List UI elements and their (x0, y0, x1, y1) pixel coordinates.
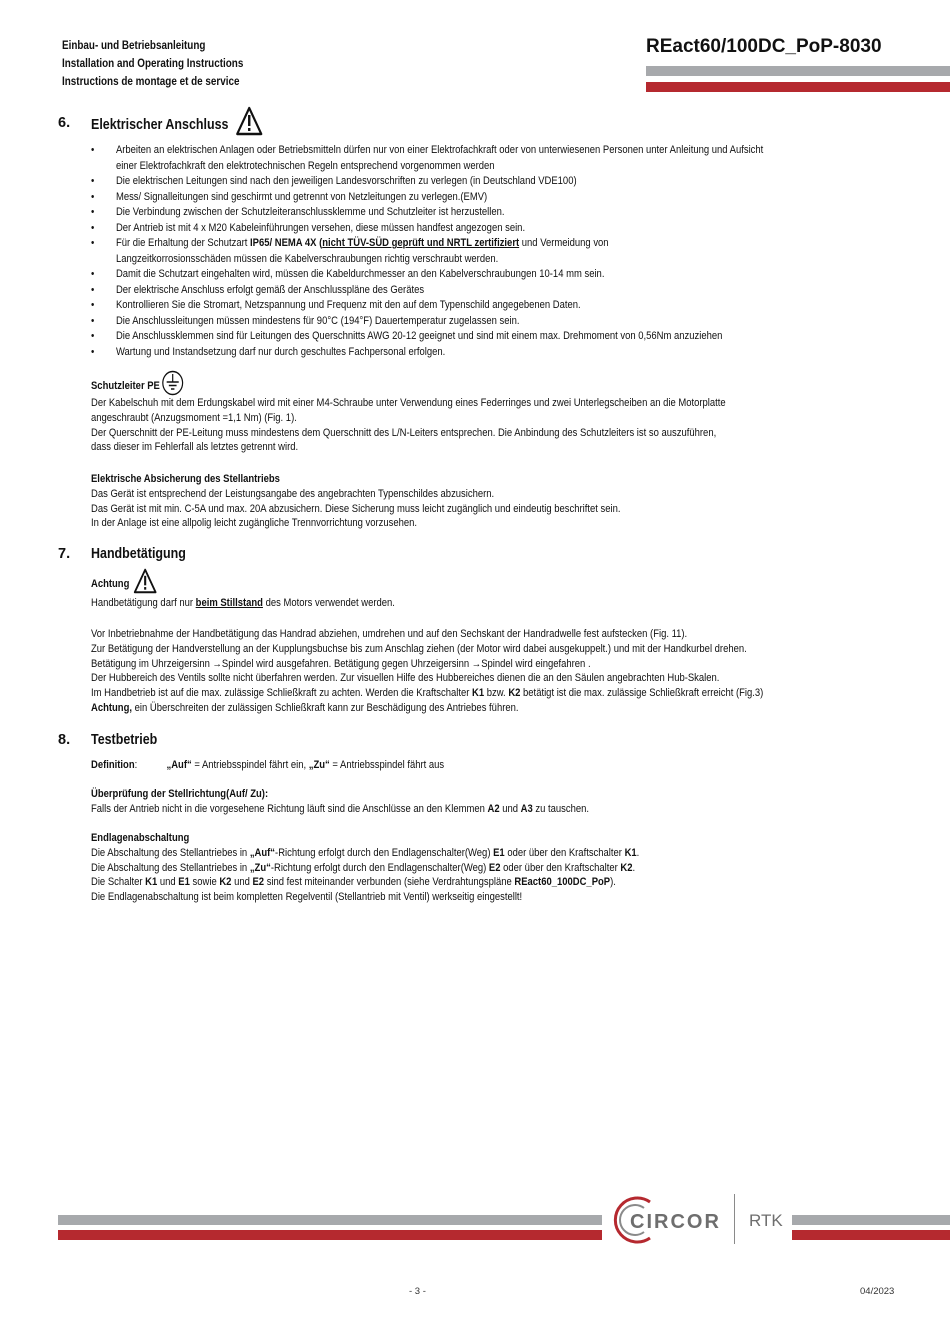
section-8-title: Testbetrieb (91, 732, 158, 748)
list-item: • Damit die Schutzart eingehalten wird, müssen die Kabeldurchmesser an den Kabelverschraubungen 10-14 mm sein. (91, 267, 763, 283)
list-item: • Für die Erhaltung der Schutzart IP65/ NEMA 4X (nicht TÜV-SÜD geprüft und NRTL zertifiziert und Vermeidung von Langzeitkorrosionsschäden müssen die Kabelverschraubungen richtig verschraubt werden. (91, 236, 763, 267)
direction-check (91, 787, 589, 817)
section-7-number: 7. (58, 546, 71, 562)
page-number: - 3 - (409, 1286, 426, 1297)
section-6-title-text: Elektrischer Anschluss (91, 116, 229, 133)
logo-separator (734, 1194, 735, 1244)
header-line-en: Installation and Operating Instructions (62, 58, 244, 70)
section-6-number: 6. (58, 115, 71, 131)
warning-triangle-icon (235, 106, 263, 136)
pe-section (91, 376, 726, 455)
definition-line: Definition: „Auf“ = Antriebsspindel fährt ein, „Zu“ = Antriebsspindel fährt aus (91, 759, 445, 771)
attention-title: Achtung (91, 578, 130, 590)
header-line-fr: Instructions de montage et de service (62, 76, 240, 88)
attention-text: Handbetätigung darf nur beim Stillstand des Motors verwendet werden. (91, 597, 395, 609)
pe-text-1: Der Kabelschuh mit dem Erdungskabel wird mit einer M4-Schraube unter Verwendung eines Federringes und zwei Unterlegscheiben an die Motorplatte (91, 397, 726, 410)
end-text-2: Die Abschaltung des Stellantriebes in „Zu“-Richtung erfolgt durch den Endlagenschalter(Weg) E2 oder über den Kraftschalter K2. (91, 861, 636, 874)
manual-text-6: Achtung, ein Überschreiten der zulässigen Schließkraft kann zur Beschädigung des Antriebes führen. (91, 701, 519, 714)
end-position-section (91, 831, 639, 905)
list-item: • Die Anschlussleitungen müssen mindestens für 90°C (194°F) Dauertemperatur zugelassen sein. (91, 314, 763, 330)
list-item: • Mess/ Signalleitungen sind geschirmt und getrennt von Netzleitungen zu verlegen.(EMV) (91, 190, 763, 206)
attention-block (91, 572, 395, 611)
logo-circor-text: CIRCOR (630, 1211, 721, 1233)
footer-gray-bar-right (792, 1215, 950, 1225)
pe-text-4: dass dieser im Fehlerfall als letztes getrennt wird. (91, 441, 299, 454)
manual-text-4: Der Hubbereich des Ventils sollte nicht überfahren werden. Zur visuellen Hilfe des Hubbereiches dienen die an den Säulen angebrachten Hub-Skalen. (91, 672, 720, 685)
header-line-de: Einbau- und Betriebsanleitung (62, 40, 206, 52)
direction-check-text: Falls der Antrieb nicht in die vorgesehene Richtung läuft sind die Anschlüsse an den Klemmen A2 und A3 zu tauschen. (91, 802, 590, 815)
fuse-text-2: Das Gerät ist mit min. C-5A und max. 20A abzusichern. Diese Sicherung muss leicht zugänglich und eindeutig beschriftet sein. (91, 502, 621, 515)
list-item: • Arbeiten an elektrischen Anlagen oder Betriebsmitteln dürfen nur von einer Elektrofachkraft oder von unterwiesenen Personen unter Anleitung und Aufsicht einer Elektrofachkraft den elektrotechnischen Regeln entsprechend vorgenommen werden (91, 143, 763, 174)
manual-text-5: Im Handbetrieb ist auf die max. zulässige Schließkraft zu achten. Werden die Kraftschalter K1 bzw. K2 betätigt ist die max. zulässige Schließkraft erreicht (Fig.3) (91, 687, 764, 700)
list-item: • Der Antrieb ist mit 4 x M20 Kabeleinführungen versehen, diese müssen handfest angezogen sein. (91, 221, 763, 237)
end-text-1: Die Abschaltung des Stellantriebes in „Auf“-Richtung erfolgt durch den Endlagenschalter(Weg) E1 oder über den Kraftschalter K1. (91, 846, 640, 859)
header-gray-bar (646, 66, 950, 76)
pe-title: Schutzleiter PE (91, 380, 160, 392)
section-6-title (91, 114, 263, 136)
pe-text-3: Der Querschnitt der PE-Leitung muss mindestens dem Querschnitt des L/N-Leiters entsprechen. Die Anbindung des Schutzleiters ist so auszuführen, (91, 426, 717, 439)
fuse-section (91, 472, 621, 531)
footer-gray-bar (58, 1215, 602, 1225)
list-item: • Wartung und Instandsetzung darf nur durch geschultes Fachpersonal erfolgen. (91, 345, 763, 361)
fuse-text-3: In der Anlage ist eine allpolig leicht zugängliche Trennvorrichtung vorzusehen. (91, 517, 418, 530)
fuse-text-1: Das Gerät ist entsprechend der Leistungsangabe des angebrachten Typenschildes abzusichern. (91, 487, 495, 500)
manual-operation-text (91, 627, 763, 716)
section-8-number: 8. (58, 732, 71, 748)
revision-date: 04/2023 (860, 1286, 895, 1297)
pe-text-2: angeschraubt (Anzugsmoment =1,1 Nm) (Fig. 1). (91, 411, 297, 424)
list-item: • Die Anschlussklemmen sind für Leitungen des Querschnitts AWG 20-12 geeignet und sind mit einem max. Drehmoment von 0,56Nm anzuziehen (91, 329, 763, 345)
footer-red-bar (58, 1230, 602, 1240)
list-item: • Die elektrischen Leitungen sind nach den jeweiligen Landesvorschriften zu verlegen (in Deutschland VDE100) (91, 174, 763, 190)
list-item: • Kontrollieren Sie die Stromart, Netzspannung und Frequenz mit den auf dem Typenschild angegebenen Daten. (91, 298, 763, 314)
document-id: REact60/100DC_PoP-8030 (646, 36, 882, 57)
section-6-bullets (91, 143, 763, 360)
fuse-title: Elektrische Absicherung des Stellantriebs (91, 473, 280, 485)
header-titles (62, 37, 243, 91)
logo-rtk-text: RTK (749, 1211, 783, 1230)
list-item: • Die Verbindung zwischen der Schutzleiteranschlussklemme und Schutzleiter ist herzustellen. (91, 205, 763, 221)
end-position-title: Endlagenabschaltung (91, 832, 190, 844)
end-text-3: Die Schalter K1 und E1 sowie K2 und E2 sind fest miteinander verbunden (siehe Verdrahtungspläne REact60_100DC_PoP). (91, 876, 616, 889)
circor-rtk-logo (602, 1192, 792, 1248)
warning-triangle-icon (132, 568, 158, 594)
footer-red-bar-right (792, 1230, 950, 1240)
ground-icon (161, 370, 185, 396)
manual-text-1: Vor Inbetriebnahme der Handbetätigung das Handrad abziehen, umdrehen und auf den Sechskant der Handradwelle fest aufstecken (Fig. 11). (91, 628, 688, 640)
manual-text-2: Zur Betätigung der Handverstellung an der Kupplungsbuchse bis zum Anschlag ziehen (der Motor wird dabei ausgekuppelt.) und mit der Handkurbel drehen. (91, 642, 747, 655)
end-text-4: Die Endlagenabschaltung ist beim kompletten Regelventil (Stellantrieb mit Ventil) werkseitig eingestellt! (91, 891, 523, 904)
list-item: • Der elektrische Anschluss erfolgt gemäß der Anschlusspläne des Gerätes (91, 283, 763, 299)
header-red-bar (646, 82, 950, 92)
manual-text-3: Betätigung im Uhrzeigersinn →Spindel wird ausgefahren. Betätigung gegen Uhrzeigersinn →Spindel wird eingefahren . (91, 657, 591, 670)
direction-check-title: Überprüfung der Stellrichtung(Auf/ Zu): (91, 788, 269, 800)
section-7-title: Handbetätigung (91, 546, 186, 562)
